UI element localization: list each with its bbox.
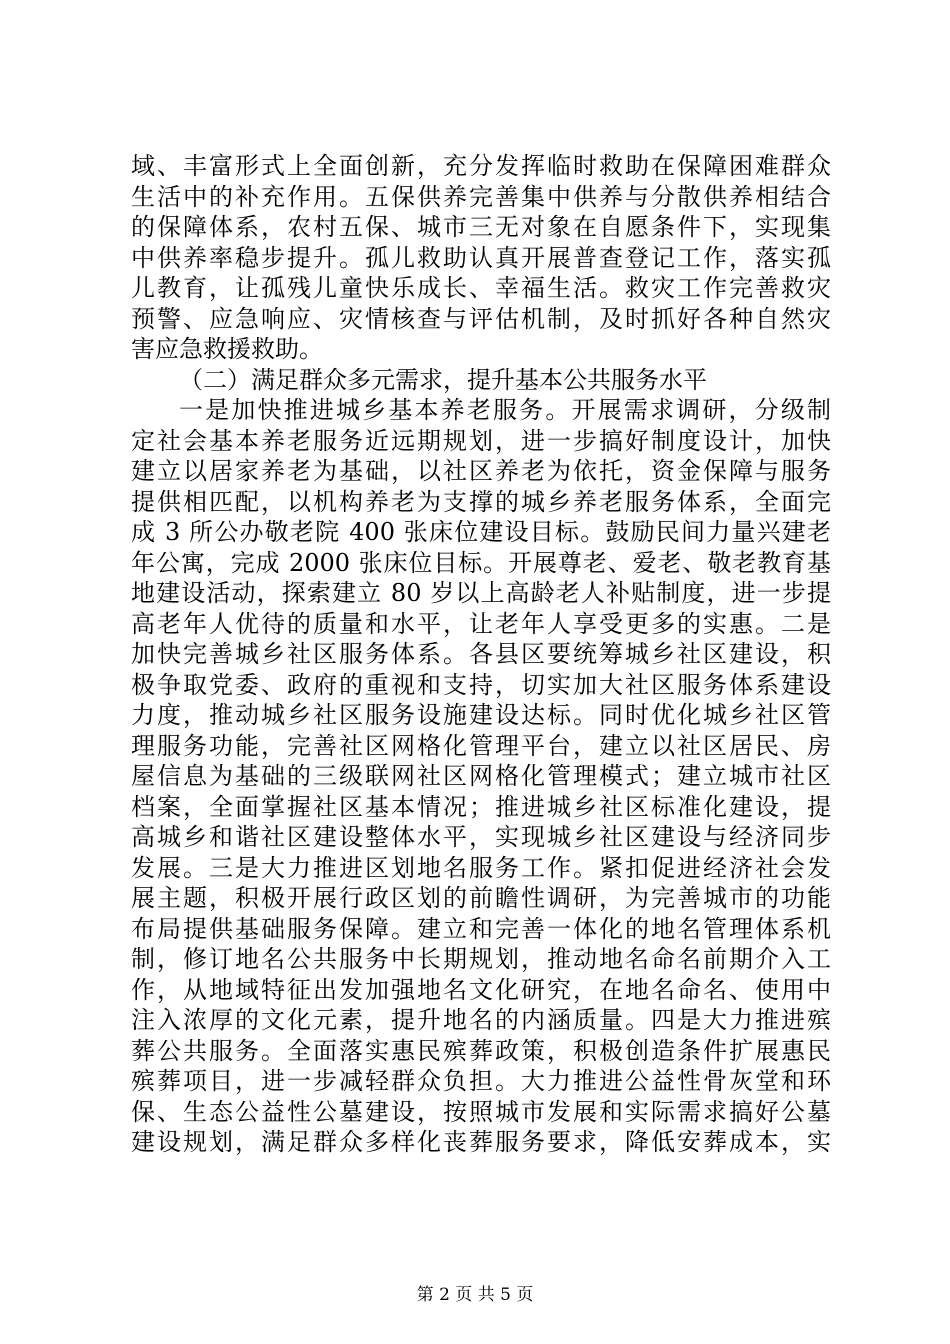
text-line: 定社会基本养老服务近远期规划，进一步搞好制度设计，加快 — [131, 426, 831, 455]
text-line: 殡葬项目，进一步减轻群众负担。大力推进公益性骨灰堂和环 — [131, 1067, 831, 1095]
text-line: 加快完善城乡社区服务体系。各县区要统筹城乡社区建设，积 — [131, 640, 831, 668]
text-line: 建设规划，满足群众多样化丧葬服务要求，降低安葬成本，实 — [131, 1128, 831, 1156]
text-line: 预警、应急响应、灾情核查与评估机制，及时抓好各种自然灾 — [131, 304, 831, 333]
text-line: 高老年人优待的质量和水平，让老年人享受更多的实惠。二是 — [131, 609, 831, 638]
text-line: 制，修订地名公共服务中长期规划，推动地名命名前期介入工 — [131, 945, 831, 973]
text-line: 中供养率稳步提升。孤儿救助认真开展普查登记工作，落实孤 — [131, 243, 831, 272]
text-line: 地建设活动，探索建立 80 岁以上高龄老人补贴制度，进一步提 — [131, 579, 831, 607]
document-body — [131, 151, 831, 1158]
text-line: 建立以居家养老为基础，以社区养老为依托，资金保障与服务 — [131, 457, 831, 485]
text-line: 档案，全面掌握社区基本情况；推进城乡社区标准化建设，提 — [131, 792, 831, 821]
text-line: 的保障体系，农村五保、城市三无对象在自愿条件下，实现集 — [131, 213, 831, 241]
text-line: 害应急救援救助。 — [131, 335, 323, 363]
text-line: 展主题，积极开展行政区划的前瞻性调研，为完善城市的功能 — [131, 884, 831, 912]
text-line: 儿教育，让孤残儿童快乐成长、幸福生活。救灾工作完善救灾 — [131, 274, 831, 302]
text-line: 保、生态公益性公墓建设，按照城市发展和实际需求搞好公墓 — [131, 1097, 831, 1126]
page-footer: 第 2 页 共 5 页 — [416, 1285, 534, 1305]
text-line: 理服务功能，完善社区网格化管理平台，建立以社区居民、房 — [131, 731, 831, 760]
text-line: 注入浓厚的文化元素，提升地名的内涵质量。四是大力推进殡 — [131, 1006, 831, 1034]
text-line: 高城乡和谐社区建设整体水平，实现城乡社区建设与经济同步 — [131, 823, 831, 851]
text-line: 域、丰富形式上全面创新，充分发挥临时救助在保障困难群众 — [131, 152, 831, 180]
text-line: 布局提供基础服务保障。建立和完善一体化的地名管理体系机 — [131, 914, 831, 943]
text-line: 发展。三是大力推进区划地名服务工作。紧扣促进经济社会发 — [131, 853, 831, 882]
text-line: 作，从地域特征出发加强地名文化研究，在地名命名、使用中 — [131, 975, 831, 1004]
text-line: 生活中的补充作用。五保供养完善集中供养与分散供养相结合 — [131, 182, 831, 211]
text-line: 成 3 所公办敬老院 400 张床位建设目标。鼓励民间力量兴建老 — [131, 518, 831, 546]
text-line: 提供相匹配，以机构养老为支撑的城乡养老服务体系，全面完 — [131, 487, 831, 516]
text-line: 力度，推动城乡社区服务设施建设达标。同时优化城乡社区管 — [131, 701, 831, 729]
text-line: 极争取党委、政府的重视和支持，切实加大社区服务体系建设 — [131, 670, 831, 699]
text-line: 一是加快推进城乡基本养老服务。开展需求调研，分级制 — [179, 396, 831, 424]
text-line: 屋信息为基础的三级联网社区网格化管理模式；建立城市社区 — [131, 762, 831, 790]
text-line: （二）满足群众多元需求，提升基本公共服务水平 — [179, 365, 707, 394]
text-line: 年公寓，完成 2000 张床位目标。开展尊老、爱老、敬老教育基 — [131, 548, 831, 577]
text-line: 葬公共服务。全面落实惠民殡葬政策，积极创造条件扩展惠民 — [131, 1036, 831, 1065]
